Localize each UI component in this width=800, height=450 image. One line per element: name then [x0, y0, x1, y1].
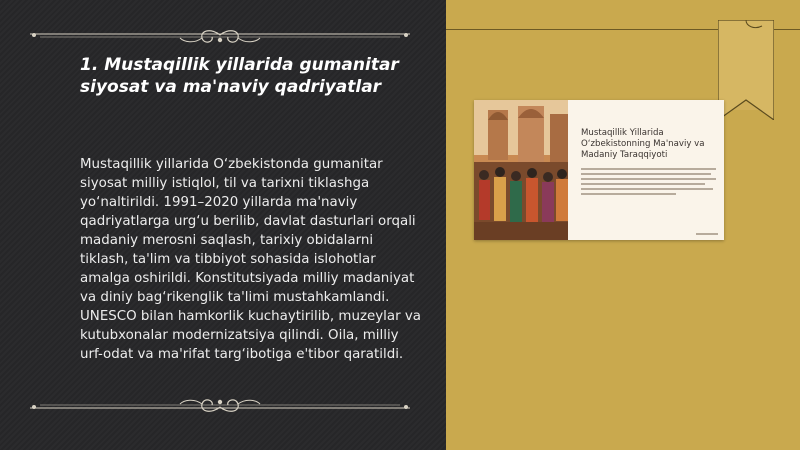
bookmark-ribbon-icon	[718, 20, 774, 120]
slide-thumbnail[interactable]	[474, 100, 724, 240]
slide-body: Mustaqillik yillarida O‘zbekistonda gumanitar siyosat milliy istiqlol, til va tarixni tiklashga yo‘naltirildi. 1991–2020 yillarda ma'naviy qadriyatlarga urg‘u berilib, davlat dasturlari orqali madaniy merosni saqlash, tarixiy obidalarni tiklash, ta'lim va tibbiyot sohasida islohotlar amalga oshirildi. Konstitutsiyada milliy madaniyat va diniy bag‘rikenglik ta'limi mustahkamlandi. UNESCO bilan hamkorlik kuchaytirilib, muzeylar va kutubxonalar modernizatsiya qilindi. Oila, milliy urf-odat va ma'rifat targ‘ibotiga e'tibor qaratildi.	[80, 157, 421, 362]
bottom-ornament-icon	[30, 392, 410, 416]
top-ornament-icon	[30, 26, 410, 50]
bazaar-crowd-image	[474, 100, 568, 240]
slide-title: 1. Mustaqillik yillarida gumanitar siyosat va ma'naviy qadriyatlar	[80, 55, 399, 97]
thumbnail-text-placeholder	[581, 168, 716, 198]
thumbnail-footer-mark	[696, 233, 718, 235]
thumbnail-title: Mustaqillik Yillarida O‘zbekistonning Ma'naviy va Madaniy Taraqqiyoti	[581, 128, 705, 160]
